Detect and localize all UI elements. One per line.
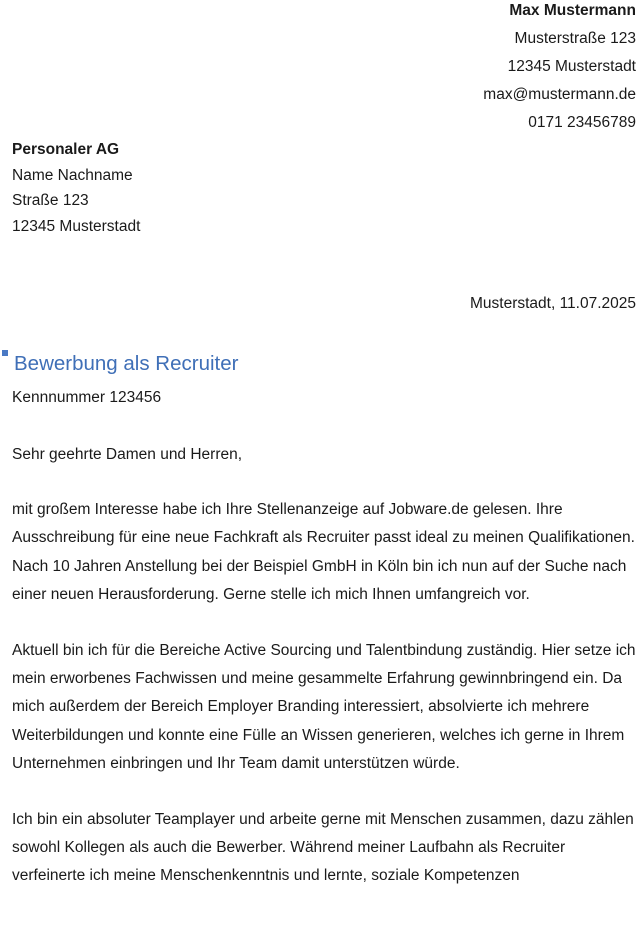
sender-block bbox=[483, 0, 636, 137]
recipient-company: Personaler AG bbox=[12, 141, 120, 158]
sender-email: max@mustermann.de bbox=[483, 86, 636, 103]
reference-number: Kennnummer 123456 bbox=[12, 389, 162, 406]
sender-city: 12345 Musterstadt bbox=[507, 58, 636, 75]
recipient-block bbox=[12, 137, 140, 239]
letter-body bbox=[12, 441, 637, 919]
sender-name: Max Mustermann bbox=[509, 2, 636, 19]
paragraph-current-role: Aktuell bin ich für die Bereiche Active Sourcing und Talentbindung zuständig. Hier setze ich mein erworbenes Fachwissen und meine gesammelte Erfahrung gewinnbringend ein. Da mich außerdem der Bereich Employer Branding interessiert, absolvierte ich mehrere Weiterbildungen und konnte eine Fülle an Wissen generieren, welches ich gerne in Ihrem Unternehmen einbringen und Ihr Team damit unterstützen würde. bbox=[12, 642, 636, 772]
paragraph-teamplayer: Ich bin ein absoluter Teamplayer und arbeite gerne mit Menschen zusammen, dazu zählen sowohl Kollegen als auch die Bewerber. Während meiner Laufbahn als Recruiter verfeinerte ich meine Menschenkenntnis und lernte, soziale Kompetenzen bbox=[12, 811, 634, 885]
paragraph-intro: mit großem Interesse habe ich Ihre Stellenanzeige auf Jobware.de gelesen. Ihre Ausschreibung für eine neue Fachkraft als Recruiter passt ideal zu meinen Qualifikationen. Nach 10 Jahren Anstellung bei der Beispiel GmbH in Köln bin ich nun auf der Suche nach einer neuen Herausforderung. Gerne stelle ich mich Ihnen umfangreich vor. bbox=[12, 501, 635, 603]
sender-street: Musterstraße 123 bbox=[514, 30, 636, 47]
recipient-street: Straße 123 bbox=[12, 192, 89, 209]
date-line: Musterstadt, 11.07.2025 bbox=[469, 295, 636, 312]
recipient-contact: Name Nachname bbox=[12, 166, 133, 184]
recipient-city: 12345 Musterstadt bbox=[12, 217, 141, 235]
heading-marker-icon bbox=[2, 350, 8, 356]
sender-phone: 0171 23456789 bbox=[528, 114, 636, 131]
salutation: Sehr geehrte Damen und Herren, bbox=[12, 446, 243, 463]
subject-heading: Bewerbung als Recruiter bbox=[14, 352, 239, 375]
